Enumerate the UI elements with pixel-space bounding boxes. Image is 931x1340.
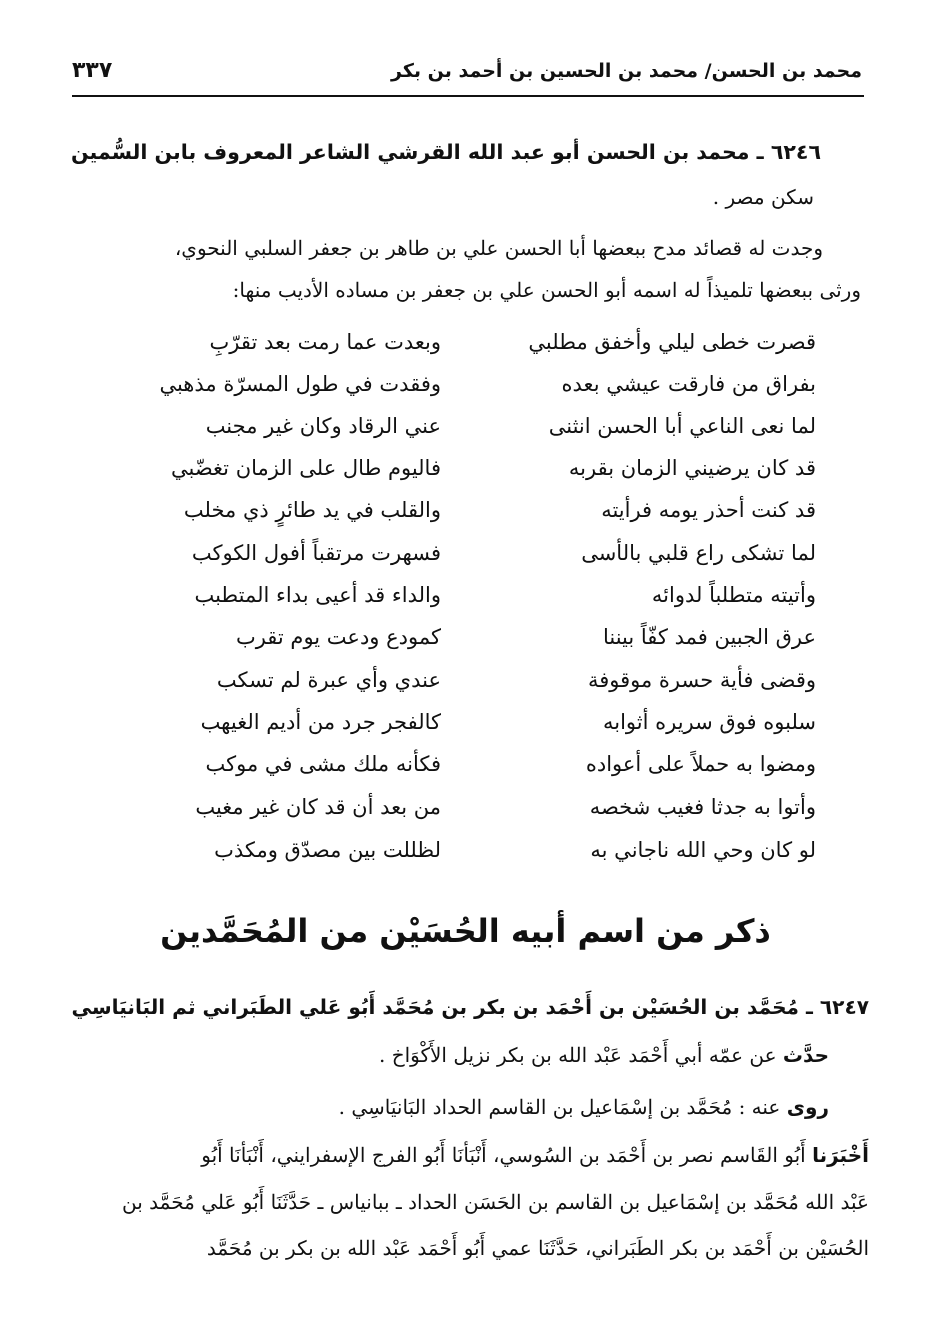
verse-first-hemistich: قد كان يرضيني الزمان بقربه: [568, 456, 816, 480]
page-number: ٣٣٧: [72, 58, 113, 83]
verse-first-hemistich: ومضوا به حملاً على أعواده: [585, 752, 816, 776]
isnad-line: عَبْد الله مُحَمَّد بن إسْمَاعيل بن القاسم بن الحَسَن الحداد ـ ببانياس ـ حَدَّثَنَا أَبُو عَلي مُحَمَّد بن: [122, 1190, 869, 1214]
verse-first-hemistich: لو كان وحي الله ناجاني به: [590, 838, 816, 862]
entry-6247-heading: ٦٢٤٧ ـ مُحَمَّد بن الحُسَيْن بن أَحْمَد بن بكر بن مُحَمَّد أَبُو عَلي الطَبَراني ثم البَانيَاسِي: [71, 995, 869, 1019]
verse-second-hemistich: فاليوم طال على الزمان تغضّبي: [171, 456, 441, 480]
running-header: [72, 58, 862, 92]
verse-second-hemistich: كالفجر جرد من أديم الغيهب: [200, 710, 441, 734]
verse-second-hemistich: وفقدت في طول المسرّة مذهبي: [159, 372, 441, 396]
isnad-text: أَبُو القَاسم نصر بن أَحْمَد بن السُوسي، أَنْبَأنَا أَبُو الفرج الإسفرايني، أَنْبَأنَا أَبُو: [201, 1143, 813, 1167]
section-title: ذكر من اسم أبيه الحُسَيْن من المُحَمَّدين: [160, 912, 771, 950]
verse-first-hemistich: وقضى فأية حسرة موقوفة: [587, 668, 816, 692]
verse-second-hemistich: والقلب في يد طائرٍ ذي مخلب: [183, 498, 441, 522]
header-rule: [72, 95, 864, 97]
verse-first-hemistich: وأتوا به جدثا فغيب شخصه: [589, 795, 816, 819]
verse-second-hemistich: فسهرت مرتقباً أفول الكوكب: [191, 541, 441, 565]
verse-first-hemistich: قصرت خطى ليلي وأخفق مطلبي: [528, 330, 816, 354]
verse-second-hemistich: والداء قد أعيى بداء المتطبب: [194, 583, 441, 607]
verse-second-hemistich: عندي وأي عبرة لم تسكب: [216, 668, 441, 692]
akhbarana-keyword: أَخْبَرَنا: [812, 1143, 869, 1167]
verse-second-hemistich: من بعد أن قد كان غير مغيب: [195, 795, 441, 819]
haddath-keyword: حدَّث: [782, 1043, 829, 1067]
verse-second-hemistich: عني الرقاد وكان غير مجنب: [205, 414, 441, 438]
entry-6246-paragraph-line: وجدت له قصائد مدح ببعضها أبا الحسن علي بن طاهر بن جعفر السلبي النحوي،: [174, 236, 823, 260]
verse-first-hemistich: وأتيته متطلباً لدوائه: [651, 583, 816, 607]
verse-first-hemistich: عرق الجبين فمد كفّاً بيننا: [602, 625, 816, 649]
entry-6247-haddath-line: [379, 1043, 829, 1067]
verse-first-hemistich: قد كنت أحذر يومه فرأيته: [601, 498, 816, 522]
verse-first-hemistich: لما تشكى راع قلبي بالأسى: [581, 541, 816, 565]
verse-second-hemistich: وبعدت عما رمت بعد تقرّبِ: [209, 330, 441, 354]
isnad-line: [201, 1143, 869, 1167]
verse-second-hemistich: لظللت بين مصدّق ومكذب: [214, 838, 441, 862]
entry-6246-paragraph-line: ورثى ببعضها تلميذاً له اسمه أبو الحسن علي بن جعفر بن مساده الأديب منها:: [232, 278, 861, 302]
entry-6247-rawa-line: [339, 1095, 829, 1119]
isnad-line: الحُسَيْن بن أَحْمَد بن بكر الطَبَراني، حَدَّثَنَا عمي أَبُو أَحْمَد عَبْد الله بن بكر بن مُحَمَّد: [206, 1236, 869, 1260]
rawa-keyword: روى: [786, 1095, 829, 1119]
running-title: محمد بن الحسن/ محمد بن الحسين بن أحمد بن بكر: [391, 60, 862, 82]
entry-6246-heading: ٦٢٤٦ ـ محمد بن الحسن أبو عبد الله القرشي الشاعر المعروف بابن السُّمين: [71, 140, 821, 164]
verse-first-hemistich: لما نعى الناعي أبا الحسن انثنى: [548, 414, 816, 438]
verse-first-hemistich: بفراق من فارقت عيشي بعده: [561, 372, 816, 396]
verse-second-hemistich: كمودع ودعت يوم تقرب: [235, 625, 441, 649]
rawa-text: عنه : مُحَمَّد بن إسْمَاعيل بن القاسم الحداد البَانيَاسِي .: [338, 1095, 787, 1119]
verse-first-hemistich: سلبوه فوق سريره أثوابه: [602, 710, 816, 734]
entry-6246-line: سكن مصر .: [712, 185, 814, 209]
verse-second-hemistich: فكأنه ملك مشى في موكب: [205, 752, 441, 776]
haddath-text: عن عمّه أبي أَحْمَد عَبْد الله بن بكر نزيل الأَكْوَاخ .: [378, 1043, 783, 1067]
